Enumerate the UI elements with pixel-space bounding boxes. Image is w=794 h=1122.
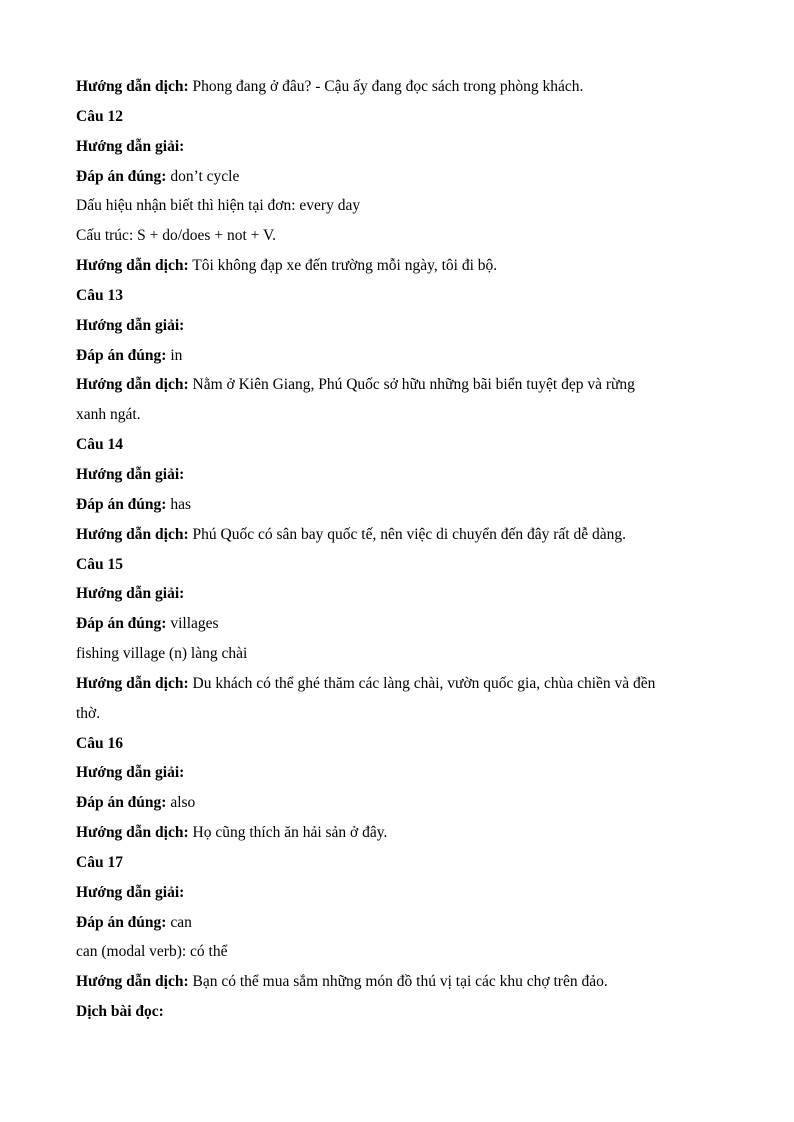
question-12-title: Câu 12 [76,107,123,125]
translation-line [76,520,726,550]
answer-label: Đáp án đúng: [76,794,167,812]
translation-label: Hướng dẫn dịch: [76,78,189,95]
translation-label: Hướng dẫn dịch: [76,973,189,991]
translation-line [76,818,726,848]
translation-line [76,251,726,281]
translation-text: Phú Quốc có sân bay quốc tế, nên việc di chuyển đến đây rất dễ dàng. [192,525,626,543]
translation-line [76,967,726,997]
question-14-title: Câu 14 [76,436,123,454]
solution-label: Hướng dẫn giải: [76,764,185,782]
translation-label: Hướng dẫn dịch: [76,674,189,692]
translation-label: Hướng dẫn dịch: [76,824,189,842]
translation-line [76,669,726,699]
answer-line [76,490,726,520]
document-page [76,72,726,1027]
explanation-line: Dấu hiệu nhận biết thì hiện tại đơn: every day [76,197,361,215]
question-13-title: Câu 13 [76,286,123,304]
answer-value: has [170,495,192,513]
answer-label: Đáp án đúng: [76,346,167,364]
intro-translation-line [76,72,726,102]
translation-continuation: xanh ngát. [76,406,141,424]
translation-text: Họ cũng thích ăn hải sản ở đây. [192,824,388,842]
translation-label: Hướng dẫn dịch: [76,525,189,543]
answer-label: Đáp án đúng: [76,167,167,185]
solution-label: Hướng dẫn giải: [76,316,185,334]
explanation-line: can (modal verb): có thể [76,943,228,961]
answer-line [76,162,726,192]
answer-label: Đáp án đúng: [76,495,167,513]
question-15-title: Câu 15 [76,555,123,573]
reading-translation-heading: Dịch bài đọc: [76,1003,164,1021]
translation-text: Bạn có thể mua sắm những món đồ thú vị tại các khu chợ trên đảo. [192,973,608,991]
solution-label: Hướng dẫn giải: [76,883,185,901]
translation-text: Phong đang ở đâu? - Cậu ấy đang đọc sách trong phòng khách. [192,78,584,95]
answer-value: villages [170,615,219,633]
translation-text: Du khách có thể ghé thăm các làng chài, vườn quốc gia, chùa chiền và đền [192,674,656,692]
answer-value: in [170,346,183,364]
answer-line [76,788,726,818]
answer-line [76,609,726,639]
explanation-line: Cấu trúc: S + do/does + not + V. [76,227,277,245]
translation-continuation: thờ. [76,704,101,722]
answer-line [76,341,726,371]
translation-label: Hướng dẫn dịch: [76,257,189,275]
answer-line [76,908,726,938]
question-17-title: Câu 17 [76,853,123,871]
answer-label: Đáp án đúng: [76,615,167,633]
translation-text: Tôi không đạp xe đến trường mỗi ngày, tôi đi bộ. [192,257,498,275]
answer-label: Đáp án đúng: [76,913,167,931]
solution-label: Hướng dẫn giải: [76,465,185,483]
translation-label: Hướng dẫn dịch: [76,376,189,394]
translation-text: Nằm ở Kiên Giang, Phú Quốc sở hữu những bãi biển tuyệt đẹp và rừng [192,376,635,394]
answer-value: don’t cycle [170,167,240,185]
answer-value: can [170,913,192,931]
explanation-line: fishing village (n) làng chài [76,645,248,663]
solution-label: Hướng dẫn giải: [76,585,185,603]
solution-label: Hướng dẫn giải: [76,137,185,155]
answer-value: also [170,794,196,812]
translation-line [76,370,726,400]
question-16-title: Câu 16 [76,734,123,752]
